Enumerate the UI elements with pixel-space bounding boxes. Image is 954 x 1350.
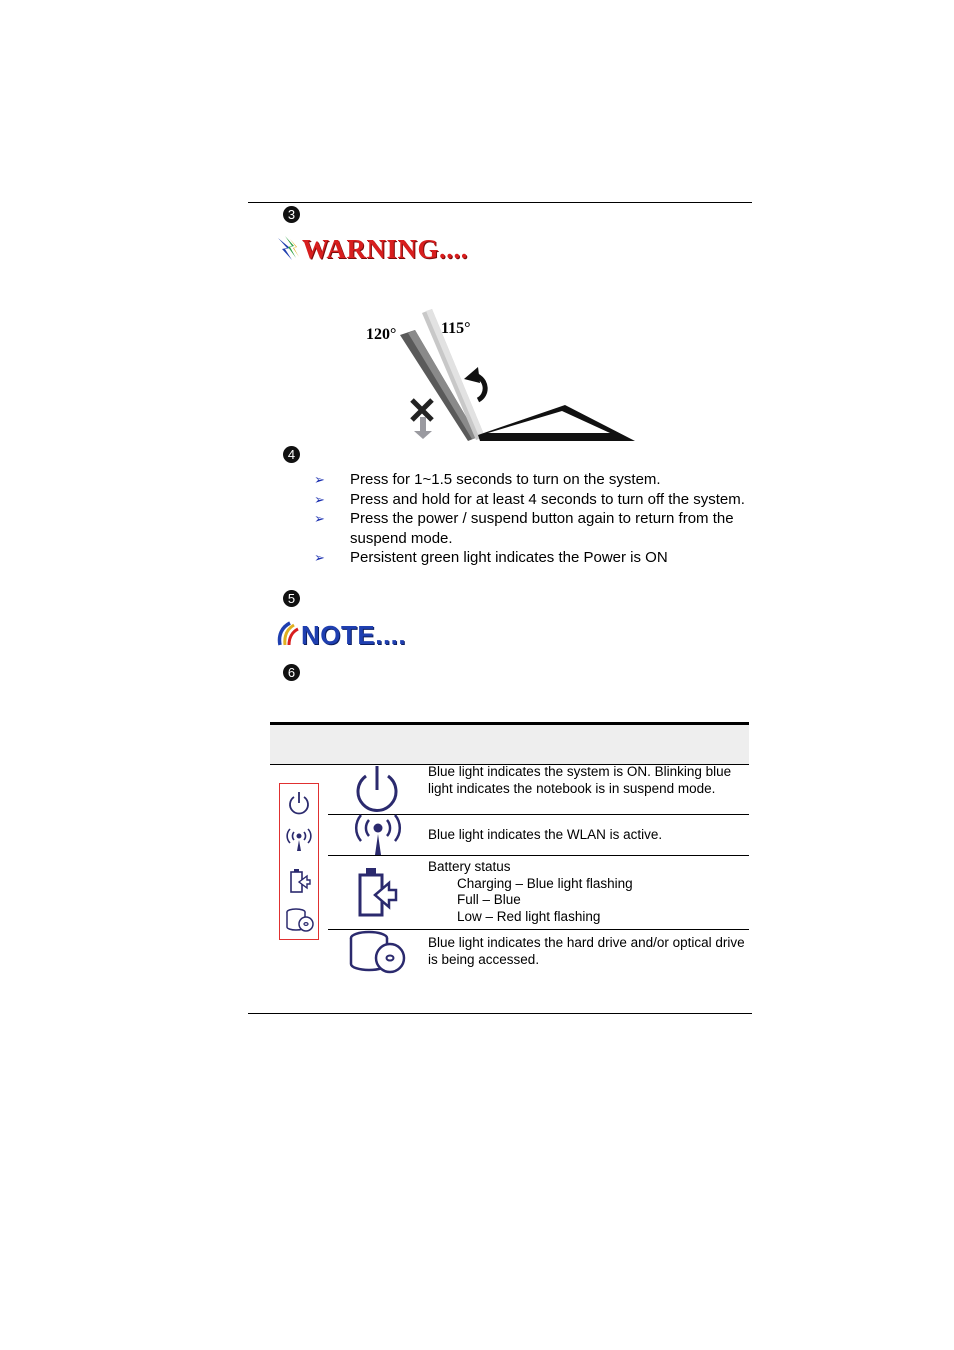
- list-item: ➢ Press for 1~1.5 seconds to turn on the system.: [314, 471, 661, 488]
- arrow-bullet-icon: ➢: [314, 550, 325, 565]
- wlan-icon: [285, 826, 313, 852]
- power-button-list: [312, 470, 752, 568]
- battery-low-line: Low – Red light flashing: [457, 908, 601, 924]
- battery-indicator-description: [428, 859, 746, 925]
- step-6-badge: 6: [283, 664, 300, 681]
- battery-icon: [289, 868, 311, 894]
- disk-icon: [285, 907, 315, 933]
- disk-indicator-description: Blue light indicates the hard drive and/or optical drive is being accessed.: [428, 935, 745, 967]
- step-3-badge: 3: [283, 206, 300, 223]
- indicator-panel: [279, 783, 319, 940]
- step-4-badge: 4: [283, 446, 300, 463]
- power-icon: [353, 764, 401, 814]
- lid-angle-diagram: [360, 305, 640, 445]
- wlan-indicator-description: Blue light indicates the WLAN is active.: [428, 827, 663, 842]
- warning-icon: [276, 236, 300, 262]
- bottom-rule: [248, 1013, 752, 1014]
- angle-label-120: 120°: [366, 326, 397, 343]
- battery-status-title: Battery status: [428, 859, 511, 874]
- table-header: [270, 725, 749, 764]
- angle-label-115: 115°: [441, 320, 471, 337]
- warning-heading: WARNING....: [302, 234, 469, 264]
- wlan-icon: [350, 814, 406, 856]
- power-indicator-description: Blue light indicates the system is ON. Blinking blue light indicates the notebook is in suspend mode.: [428, 764, 732, 796]
- battery-charging-line: Charging – Blue light flashing: [457, 875, 633, 891]
- power-icon: [287, 790, 311, 816]
- list-item: ➢ Press the power / suspend button again to return from the suspend mode.: [314, 510, 734, 547]
- battery-full-line: Full – Blue: [457, 892, 521, 907]
- top-rule: [248, 202, 752, 203]
- step-5-badge: 5: [283, 590, 300, 607]
- arrow-bullet-icon: ➢: [314, 472, 325, 487]
- note-heading: NOTE....: [301, 620, 407, 650]
- battery-icon: [357, 866, 401, 918]
- disk-icon: [348, 930, 408, 974]
- arrow-bullet-icon: ➢: [314, 491, 325, 507]
- arrow-bullet-icon: ➢: [314, 511, 325, 526]
- note-icon: [276, 621, 300, 647]
- list-item: ➢ Press and hold for at least 4 seconds to turn off the system.: [314, 490, 745, 508]
- list-item: ➢ Persistent green light indicates the Power is ON: [314, 549, 668, 566]
